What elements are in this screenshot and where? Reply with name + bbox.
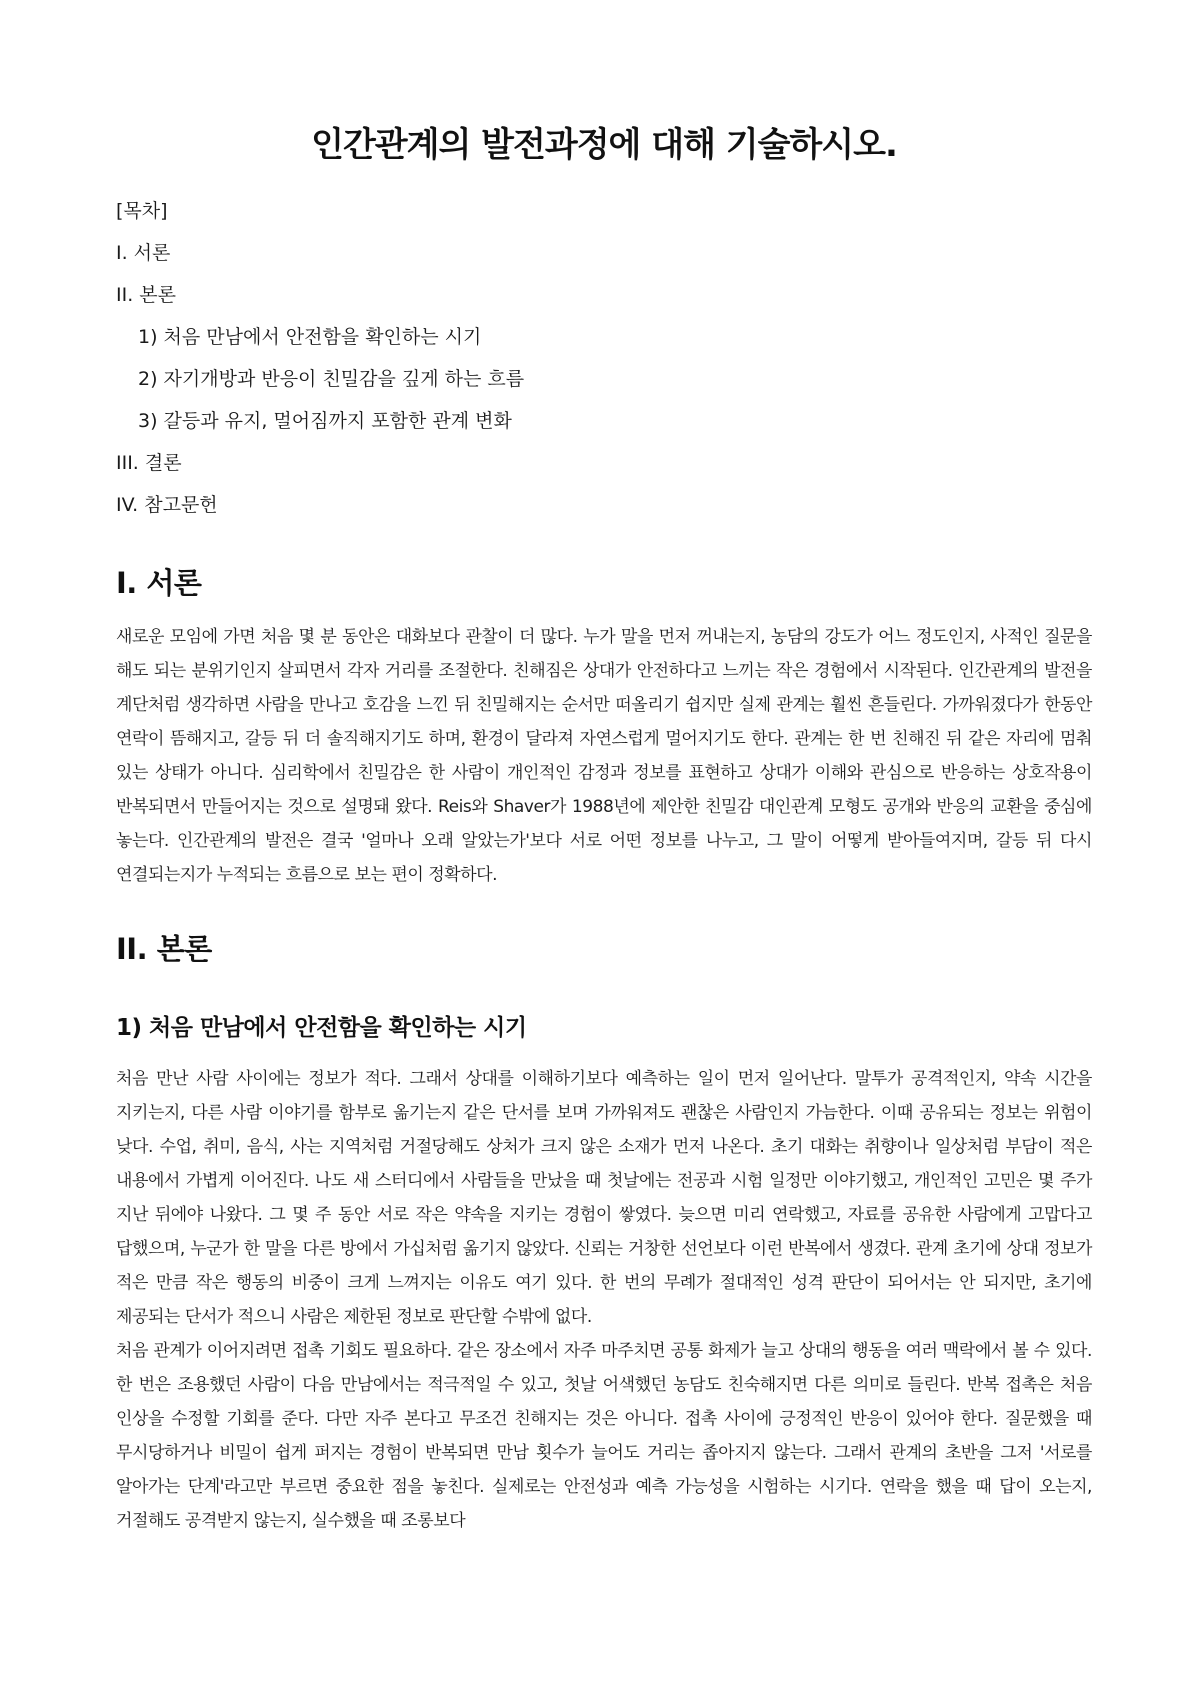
toc-item-conclusion: III. 결론	[116, 452, 182, 474]
toc-item-body: II. 본론	[116, 284, 176, 306]
introduction-paragraph: 새로운 모임에 가면 처음 몇 분 동안은 대화보다 관찰이 더 많다. 누가 말을 먼저 꺼내는지, 농담의 강도가 어느 정도인지, 사적인 질문을 해도 되는 분위기인지 살피면서 각자 거리를 조절한다. 친해짐은 상대가 안전하다고 느끼는 작은 경험에서 시작된다. 인간관계의 발전을 계단처럼 생각하면 사람을 만나고 호감을 느낀 뒤 친밀해지는 순서만 떠올리기 쉽지만 실제 관계는 훨씬 흔들린다. 가까워졌다가 한동안 연락이 뜸해지고, 갈등 뒤 더 솔직해지기도 하며, 환경이 달라져 자연스럽게 멀어지기도 한다. 관계는 한 번 친해진 뒤 같은 자리에 멈춰 있는 상태가 아니다. 심리학에서 친밀감은 한 사람이 개인적인 감정과 정보를 표현하고 상대가 이해와 관심으로 반응하는 상호작용이 반복되면서 만들어지는 것으로 설명돼 왔다. Reis와 Shaver가 1988년에 제안한 친밀감 대인관계 모형도 공개와 반응의 교환을 중심에 놓는다. 인간관계의 발전은 결국 '얼마나 오래 알았는가'보다 서로 어떤 정보를 나누고, 그 말이 어떻게 받아들여지며, 갈등 뒤 다시 연결되는지가 누적되는 흐름으로 보는 편이 정확하다.	[116, 627, 1092, 885]
document-content	[116, 0, 1092, 1538]
toc-item-body-sub2: 2) 자기개방과 반응이 친밀감을 깊게 하는 흐름	[138, 368, 525, 390]
subsection-heading-1: 1) 처음 만남에서 안전함을 확인하는 시기	[116, 1015, 527, 1041]
subsection-1-paragraph: 처음 만난 사람 사이에는 정보가 적다. 그래서 상대를 이해하기보다 예측하는 일이 먼저 일어난다. 말투가 공격적인지, 약속 시간을 지키는지, 다른 사람 이야기를 함부로 옮기는지 같은 단서를 보며 가까워져도 괜찮은 사람인지 가늠한다. 이때 공유되는 정보는 위험이 낮다. 수업, 취미, 음식, 사는 지역처럼 거절당해도 상처가 크지 않은 소재가 먼저 나온다. 초기 대화는 취향이나 일상처럼 부담이 적은 내용에서 가볍게 이어진다. 나도 새 스터디에서 사람들을 만났을 때 첫날에는 전공과 시험 일정만 이야기했고, 개인적인 고민은 몇 주가 지난 뒤에야 나왔다. 그 몇 주 동안 서로 작은 약속을 지키는 경험이 쌓였다. 늦으면 미리 연락했고, 자료를 공유한 사람에게 고맙다고 답했으며, 누군가 한 말을 다른 방에서 가십처럼 옮기지 않았다. 신뢰는 거창한 선언보다 이런 반복에서 생겼다. 관계 초기에 상대 정보가 적은 만큼 작은 행동의 비중이 크게 느껴지는 이유도 여기 있다. 한 번의 무례가 절대적인 성격 판단이 되어서는 안 되지만, 초기에 제공되는 단서가 적으니 사람은 제한된 정보로 판단할 수밖에 없다.	[116, 1069, 1092, 1327]
section-heading-introduction: I. 서론	[116, 566, 202, 600]
document-title: 인간관계의 발전과정에 대해 기술하시오.	[311, 125, 897, 165]
section-heading-body: II. 본론	[116, 932, 212, 966]
toc-item-introduction: I. 서론	[116, 242, 171, 264]
toc-item-body-sub3: 3) 갈등과 유지, 멀어짐까지 포함한 관계 변화	[138, 410, 512, 432]
subsection-1-paragraph: 처음 관계가 이어지려면 접촉 기회도 필요하다. 같은 장소에서 자주 마주치면 공통 화제가 늘고 상대의 행동을 여러 맥락에서 볼 수 있다. 한 번은 조용했던 사람이 다음 만남에서는 적극적일 수 있고, 첫날 어색했던 농담도 친숙해지면 다른 의미로 들린다. 반복 접촉은 처음 인상을 수정할 기회를 준다. 다만 자주 본다고 무조건 친해지는 것은 아니다. 접촉 사이에 긍정적인 반응이 있어야 한다. 질문했을 때 무시당하거나 비밀이 쉽게 퍼지는 경험이 반복되면 만남 횟수가 늘어도 거리는 좁아지지 않는다. 그래서 관계의 초반을 그저 '서로를 알아가는 단계'라고만 부르면 중요한 점을 놓친다. 실제로는 안전성과 예측 가능성을 시험하는 시기다. 연락을 했을 때 답이 오는지, 거절해도 공격받지 않는지, 실수했을 때 조롱보다	[116, 1341, 1092, 1531]
toc-item-references: IV. 참고문헌	[116, 494, 218, 516]
toc-item-body-sub1: 1) 처음 만남에서 안전함을 확인하는 시기	[138, 326, 482, 348]
table-of-contents	[116, 190, 1092, 526]
toc-heading: [목차]	[116, 200, 168, 222]
